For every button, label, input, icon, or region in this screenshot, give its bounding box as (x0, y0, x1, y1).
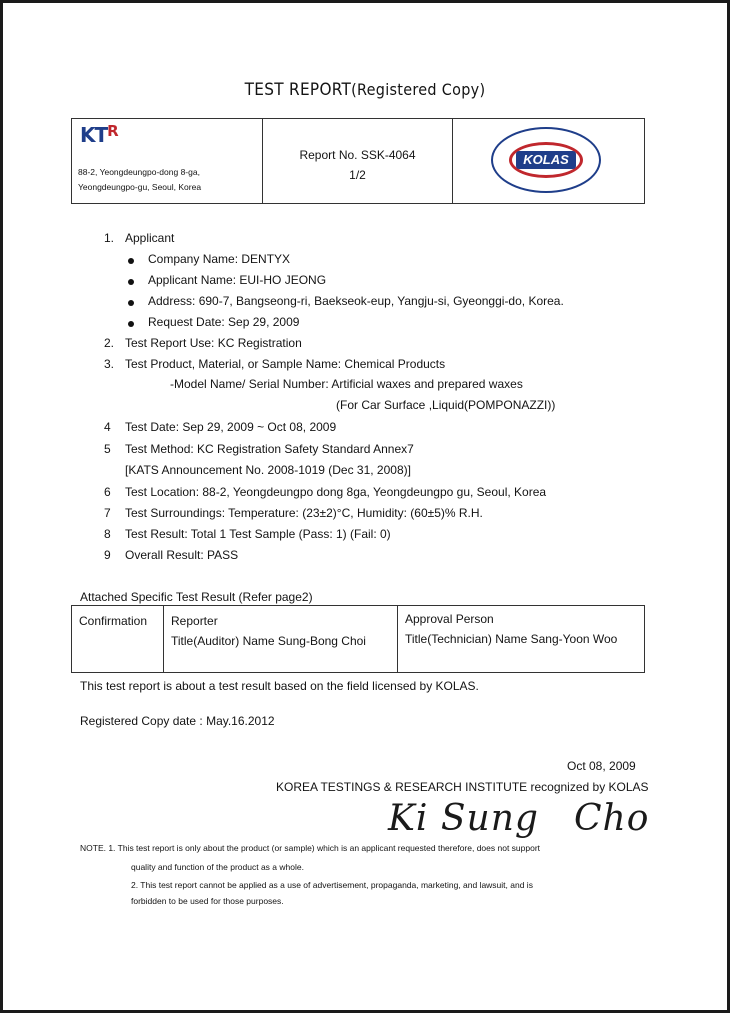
test-product: Test Product, Material, or Sample Name: Chemical Products (125, 357, 446, 371)
ktr-logo: $KT^R$ (80, 122, 118, 147)
report-number: Report No. SSK-4064 (299, 148, 416, 162)
test-report-use: Test Report Use: KC Registration (125, 336, 302, 350)
bullet-icon (128, 321, 134, 327)
test-surroundings: Test Surroundings: Temperature: (23±2)°C, Humidity: (60±5)% R.H. (125, 506, 483, 520)
item-number: 5 (104, 442, 111, 456)
item-number: 7 (104, 506, 111, 520)
issue-date: Oct 08, 2009 (567, 759, 636, 773)
request-date: Request Date: Sep 29, 2009 (148, 315, 300, 329)
attached-result: Attached Specific Test Result (Refer page2) (80, 590, 313, 604)
institute-name: KOREA TESTINGS & RESEARCH INSTITUTE recognized by KOLAS (276, 780, 649, 794)
approval-label: Approval Person (405, 612, 494, 626)
report-header (71, 118, 645, 204)
bullet-icon (128, 258, 134, 264)
reporter-label: Reporter (171, 614, 218, 628)
confirmation-label: Confirmation (79, 614, 148, 628)
item-number: 9 (104, 548, 111, 562)
item-number: 1. (104, 231, 115, 245)
reporter-cell (164, 606, 398, 672)
test-location: Test Location: 88-2, Yeongdeungpo dong 8ga, Yeongdeungpo gu, Seoul, Korea (125, 485, 547, 499)
item-number: 8 (104, 527, 111, 541)
note-2: 2. This test report cannot be applied as a use of advertisement, propaganda, marketing, and lawsuit, and is (131, 880, 533, 890)
signature-last: Cho (574, 798, 650, 839)
page-title (0, 80, 730, 100)
confirmation-cell (72, 606, 164, 672)
kolas-seal-icon (491, 127, 601, 193)
bullet-icon (128, 279, 134, 285)
bullet-icon (128, 300, 134, 306)
header-issuer-cell (72, 119, 263, 203)
note-1-continued: quality and function of the product as a whole. (131, 862, 304, 872)
company-name: Company Name: DENTYX (148, 252, 291, 266)
signature-first: Ki Sung (388, 798, 539, 839)
applicant-address: Address: 690-7, Bangseong-ri, Baekseok-eup, Yangju-si, Gyeonggi-do, Korea. (148, 294, 564, 308)
page-number: 1/2 (349, 168, 366, 182)
model-name: -Model Name/ Serial Number: Artificial waxes and prepared waxes (170, 377, 523, 391)
applicant-heading: Applicant (125, 231, 175, 245)
title-main: TEST REPORT (244, 80, 352, 100)
header-report-cell (263, 119, 453, 203)
item-number: 3. (104, 357, 115, 371)
registered-copy-date: Registered Copy date : May.16.2012 (80, 714, 275, 728)
issuer-address: 88-2, Yeongdeungpo-dong 8-ga, Yeongdeungpo-gu, Seoul, Korea (78, 167, 202, 192)
applicant-name: Applicant Name: EUI-HO JEONG (148, 273, 327, 287)
header-seal-cell (453, 119, 644, 203)
confirmation-table (71, 605, 645, 673)
item-number: 6 (104, 485, 111, 499)
kolas-statement: This test report is about a test result based on the field licensed by KOLAS. (80, 679, 479, 693)
title-paren: (Registered Copy) (351, 80, 486, 99)
reporter-name: Title(Auditor) Name Sung-Bong Choi (171, 634, 366, 648)
approval-name: Title(Technician) Name Sang-Yoon Woo (405, 632, 618, 646)
overall-result: Overall Result: PASS (125, 548, 239, 562)
model-name-detail: (For Car Surface ,Liquid(POMPONAZZI)) (336, 398, 556, 412)
note-1: NOTE. 1. This test report is only about the product (or sample) which is an applicant requested therefore, does not support (80, 843, 541, 853)
test-method: Test Method: KC Registration Safety Standard Annex7 (125, 442, 414, 456)
seal-label: KOLAS (516, 151, 576, 169)
approval-cell (398, 606, 644, 672)
test-method-reference: [KATS Announcement No. 2008-1019 (Dec 31, 2008)] (125, 463, 411, 477)
item-number: 2. (104, 336, 115, 350)
test-result: Test Result: Total 1 Test Sample (Pass: 1) (Fail: 0) (125, 527, 391, 541)
item-number: 4 (104, 420, 111, 434)
note-2-continued: forbidden to be used for those purposes. (131, 896, 284, 906)
test-date: Test Date: Sep 29, 2009 ~ Oct 08, 2009 (125, 420, 337, 434)
